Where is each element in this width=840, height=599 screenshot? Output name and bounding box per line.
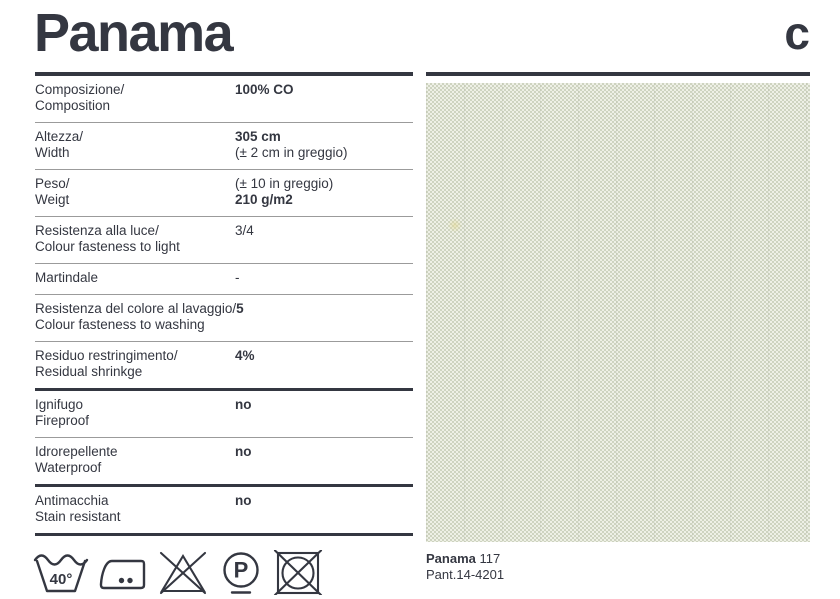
do-not-bleach-icon (157, 550, 209, 595)
spec-label: Ignifugo Fireproof (35, 397, 90, 428)
spec-value: no (235, 493, 252, 508)
do-not-tumble-dry-icon (273, 550, 323, 595)
spec-row (35, 123, 413, 170)
corner-letter: c (784, 7, 810, 59)
spec-value: 4% (235, 348, 255, 363)
swatch-number: 117 (479, 551, 501, 566)
dry-clean-letter: P (233, 557, 249, 583)
spec-value: (± 10 in greggio) 210 g/m2 (235, 176, 334, 207)
fabric-swatch-image (426, 83, 810, 542)
spec-row (35, 487, 413, 536)
spec-row (35, 295, 413, 342)
spec-label: Antimacchia Stain resistant (35, 493, 121, 524)
spec-label: Idrorepellente Waterproof (35, 444, 118, 475)
spec-table (35, 76, 413, 536)
swatch-column (426, 72, 810, 583)
spec-value: 100% CO (235, 82, 294, 97)
spec-label: Resistenza alla luce/ Colour fasteness to light (35, 223, 180, 254)
spec-row (35, 342, 413, 391)
wash-temperature-label: 40° (49, 571, 73, 588)
spec-label: Resistenza del colore al lavaggio/ Colour fasteness to washing (35, 301, 237, 332)
spec-value: 5 (236, 301, 244, 316)
dry-clean-p-icon (217, 550, 265, 595)
swatch-caption-line1 (426, 551, 810, 567)
spec-value: - (235, 270, 240, 285)
spec-label: Peso/ Weigt (35, 176, 70, 207)
spec-label: Composizione/ Composition (35, 82, 125, 113)
page-title: Panama (34, 3, 233, 63)
spec-value: 305 cm (± 2 cm in greggio) (235, 129, 348, 160)
spec-value: no (235, 444, 252, 459)
wash-40-icon (33, 550, 89, 595)
spec-label: Altezza/ Width (35, 129, 84, 160)
spec-label: Martindale (35, 270, 99, 285)
spec-row (35, 391, 413, 438)
spec-column (35, 72, 413, 536)
spec-label: Residuo restringimento/ Residual shrinkge (35, 348, 178, 379)
swatch-name: Panama (426, 551, 476, 566)
swatch-caption (426, 551, 810, 583)
spec-value: no (235, 397, 252, 412)
spec-row (35, 217, 413, 264)
iron-two-dots-icon (97, 550, 149, 595)
spec-row (35, 438, 413, 487)
spec-row (35, 264, 413, 295)
care-symbols-row (33, 550, 323, 595)
spec-value: 3/4 (235, 223, 254, 238)
swatch-top-rule (426, 72, 810, 76)
swatch-pantone: Pant.14-4201 (426, 567, 505, 582)
spec-row (35, 76, 413, 123)
spec-row (35, 170, 413, 217)
